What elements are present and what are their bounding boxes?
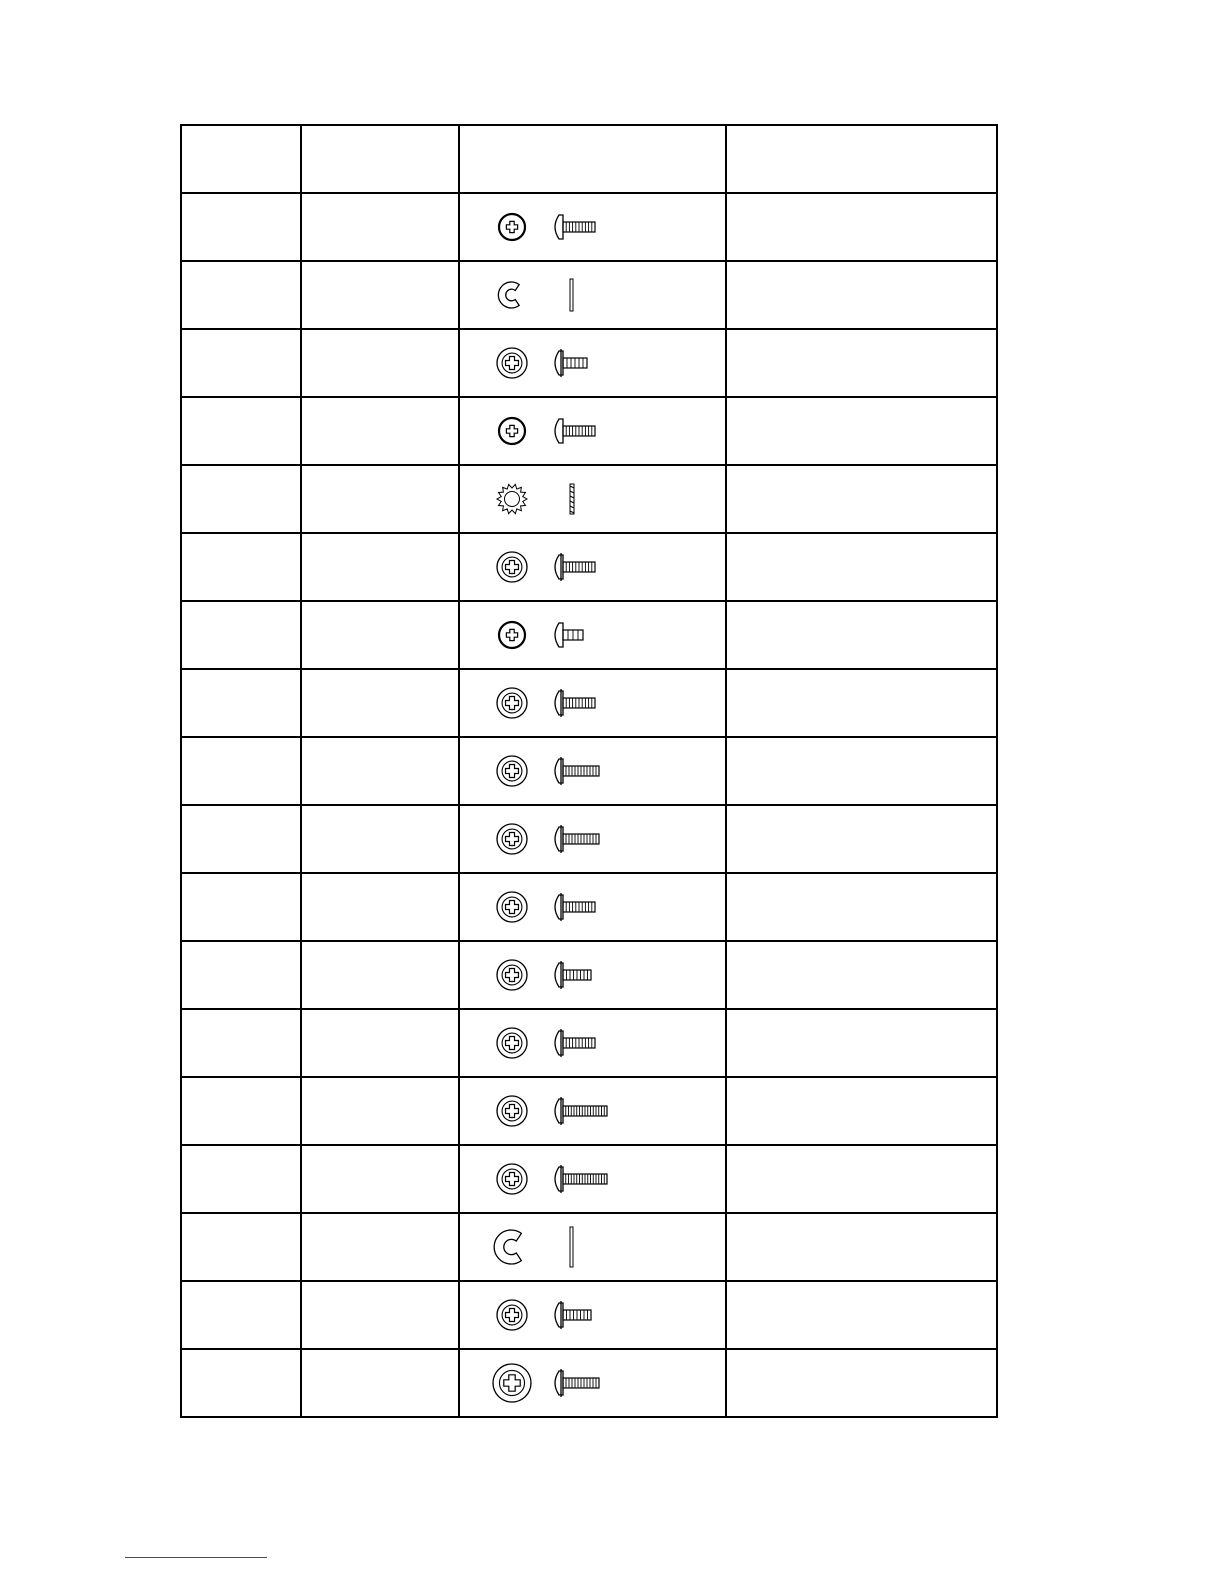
table-body xyxy=(181,125,997,1417)
washer-screw-side-icon xyxy=(555,893,595,921)
row-cell-4 xyxy=(726,261,997,329)
table-row xyxy=(181,397,997,465)
row-cell-4 xyxy=(726,1281,997,1349)
row-cell-2 xyxy=(301,397,459,465)
part-drawing xyxy=(460,738,727,804)
shape-cell xyxy=(459,669,726,737)
long-washer-screw-side-icon xyxy=(555,1097,607,1125)
screw-parts-table xyxy=(180,124,998,1418)
row-cell-2 xyxy=(301,1009,459,1077)
washer-screw-side-icon xyxy=(555,961,591,989)
row-cell-4 xyxy=(726,1077,997,1145)
shape-cell xyxy=(459,533,726,601)
washer-head-phillips-screw-front-icon xyxy=(497,1096,527,1126)
row-cell-1 xyxy=(181,261,301,329)
washer-head-phillips-screw-front-icon xyxy=(497,1028,527,1058)
table-row xyxy=(181,193,997,261)
row-cell-2 xyxy=(301,465,459,533)
row-cell-1 xyxy=(181,1281,301,1349)
part-drawing xyxy=(460,1282,727,1348)
washer-head-phillips-screw-front-icon xyxy=(497,1164,527,1194)
washer-screw-side-icon xyxy=(555,553,595,581)
row-cell-1 xyxy=(181,533,301,601)
row-cell-1 xyxy=(181,1009,301,1077)
screw-side-icon xyxy=(555,419,595,443)
footer-rule xyxy=(125,1557,267,1558)
table-row xyxy=(181,941,997,1009)
row-cell-4 xyxy=(726,601,997,669)
header-cell-4 xyxy=(726,125,997,193)
table-row xyxy=(181,873,997,941)
row-cell-2 xyxy=(301,941,459,1009)
e-ring-side-icon xyxy=(570,279,573,311)
washer-screw-side-icon xyxy=(555,1301,591,1329)
row-cell-1 xyxy=(181,873,301,941)
washer-head-phillips-screw-front-icon xyxy=(497,1300,527,1330)
shape-cell xyxy=(459,1145,726,1213)
row-cell-4 xyxy=(726,465,997,533)
table-row xyxy=(181,601,997,669)
part-drawing xyxy=(460,1146,727,1212)
row-cell-2 xyxy=(301,1145,459,1213)
part-drawing xyxy=(460,194,727,260)
row-cell-4 xyxy=(726,193,997,261)
table-row xyxy=(181,1281,997,1349)
shape-cell xyxy=(459,1009,726,1077)
row-cell-4 xyxy=(726,1009,997,1077)
table-row xyxy=(181,329,997,397)
row-cell-1 xyxy=(181,805,301,873)
washer-head-phillips-screw-front-icon xyxy=(497,892,527,922)
pan-head-phillips-screw-front-icon xyxy=(499,418,525,444)
row-cell-1 xyxy=(181,1145,301,1213)
row-cell-4 xyxy=(726,805,997,873)
short-screw-side-icon xyxy=(555,623,583,647)
washer-head-phillips-screw-front-icon xyxy=(497,960,527,990)
table-row xyxy=(181,1349,997,1417)
shape-cell xyxy=(459,193,726,261)
row-cell-2 xyxy=(301,1349,459,1417)
washer-screw-side-icon xyxy=(555,349,587,377)
row-cell-2 xyxy=(301,669,459,737)
row-cell-4 xyxy=(726,1213,997,1281)
part-drawing xyxy=(460,1214,727,1280)
shape-cell xyxy=(459,601,726,669)
e-ring-front-icon xyxy=(498,282,519,308)
washer-screw-side-icon xyxy=(555,1369,599,1397)
washer-screw-side-icon xyxy=(555,825,599,853)
header-cell-2 xyxy=(301,125,459,193)
row-cell-4 xyxy=(726,397,997,465)
table-row xyxy=(181,1145,997,1213)
shape-cell xyxy=(459,737,726,805)
row-cell-4 xyxy=(726,329,997,397)
part-drawing xyxy=(460,262,727,328)
shape-cell xyxy=(459,1077,726,1145)
e-ring-side-icon xyxy=(570,1227,573,1267)
part-drawing xyxy=(460,1078,727,1144)
part-drawing xyxy=(460,942,727,1008)
row-cell-4 xyxy=(726,1349,997,1417)
row-cell-2 xyxy=(301,193,459,261)
header-cell-3 xyxy=(459,125,726,193)
row-cell-2 xyxy=(301,737,459,805)
row-cell-2 xyxy=(301,1213,459,1281)
washer-head-phillips-screw-front-icon xyxy=(497,552,527,582)
table-row xyxy=(181,261,997,329)
row-cell-1 xyxy=(181,1077,301,1145)
row-cell-1 xyxy=(181,465,301,533)
shape-cell xyxy=(459,261,726,329)
shape-cell xyxy=(459,805,726,873)
table-header-row xyxy=(181,125,997,193)
shape-cell xyxy=(459,1213,726,1281)
pan-head-phillips-screw-front-icon xyxy=(499,214,525,240)
washer-screw-side-icon xyxy=(555,757,599,785)
table-row xyxy=(181,1077,997,1145)
large-e-ring-front-icon xyxy=(494,1230,521,1264)
part-drawing xyxy=(460,1350,727,1416)
row-cell-2 xyxy=(301,1281,459,1349)
row-cell-2 xyxy=(301,533,459,601)
shape-cell xyxy=(459,329,726,397)
row-cell-1 xyxy=(181,737,301,805)
shape-cell xyxy=(459,941,726,1009)
part-drawing xyxy=(460,466,727,532)
row-cell-4 xyxy=(726,533,997,601)
row-cell-2 xyxy=(301,873,459,941)
row-cell-1 xyxy=(181,1213,301,1281)
washer-screw-side-icon xyxy=(555,1029,595,1057)
part-drawing xyxy=(460,874,727,940)
part-drawing xyxy=(460,670,727,736)
table-row xyxy=(181,805,997,873)
row-cell-1 xyxy=(181,601,301,669)
part-drawing xyxy=(460,534,727,600)
part-drawing xyxy=(460,330,727,396)
shape-cell xyxy=(459,1281,726,1349)
table-row xyxy=(181,465,997,533)
part-drawing xyxy=(460,806,727,872)
row-cell-1 xyxy=(181,941,301,1009)
row-cell-2 xyxy=(301,329,459,397)
table-row xyxy=(181,1009,997,1077)
row-cell-4 xyxy=(726,737,997,805)
row-cell-1 xyxy=(181,329,301,397)
part-drawing xyxy=(460,602,727,668)
table-row xyxy=(181,1213,997,1281)
row-cell-1 xyxy=(181,1349,301,1417)
long-washer-screw-side-icon xyxy=(555,1165,607,1193)
shape-cell xyxy=(459,1349,726,1417)
row-cell-4 xyxy=(726,873,997,941)
washer-head-phillips-screw-front-icon xyxy=(497,688,527,718)
shape-cell xyxy=(459,873,726,941)
table-row xyxy=(181,737,997,805)
washer-head-phillips-screw-front-icon xyxy=(497,348,527,378)
lock-washer-side-icon xyxy=(570,484,574,514)
pan-head-phillips-screw-front-icon xyxy=(499,622,525,648)
large-washer-head-phillips-screw-front-icon xyxy=(493,1364,531,1402)
header-cell-1 xyxy=(181,125,301,193)
shape-cell xyxy=(459,465,726,533)
shape-cell xyxy=(459,397,726,465)
row-cell-4 xyxy=(726,669,997,737)
washer-screw-side-icon xyxy=(555,689,595,717)
row-cell-2 xyxy=(301,261,459,329)
row-cell-1 xyxy=(181,193,301,261)
row-cell-4 xyxy=(726,1145,997,1213)
toothed-lock-washer-front-icon xyxy=(497,484,527,513)
washer-head-phillips-screw-front-icon xyxy=(497,824,527,854)
row-cell-2 xyxy=(301,601,459,669)
row-cell-2 xyxy=(301,1077,459,1145)
part-drawing xyxy=(460,1010,727,1076)
row-cell-1 xyxy=(181,669,301,737)
row-cell-1 xyxy=(181,397,301,465)
table-row xyxy=(181,669,997,737)
washer-head-phillips-screw-front-icon xyxy=(497,756,527,786)
screw-side-icon xyxy=(555,215,595,239)
table-row xyxy=(181,533,997,601)
row-cell-2 xyxy=(301,805,459,873)
row-cell-4 xyxy=(726,941,997,1009)
part-drawing xyxy=(460,398,727,464)
